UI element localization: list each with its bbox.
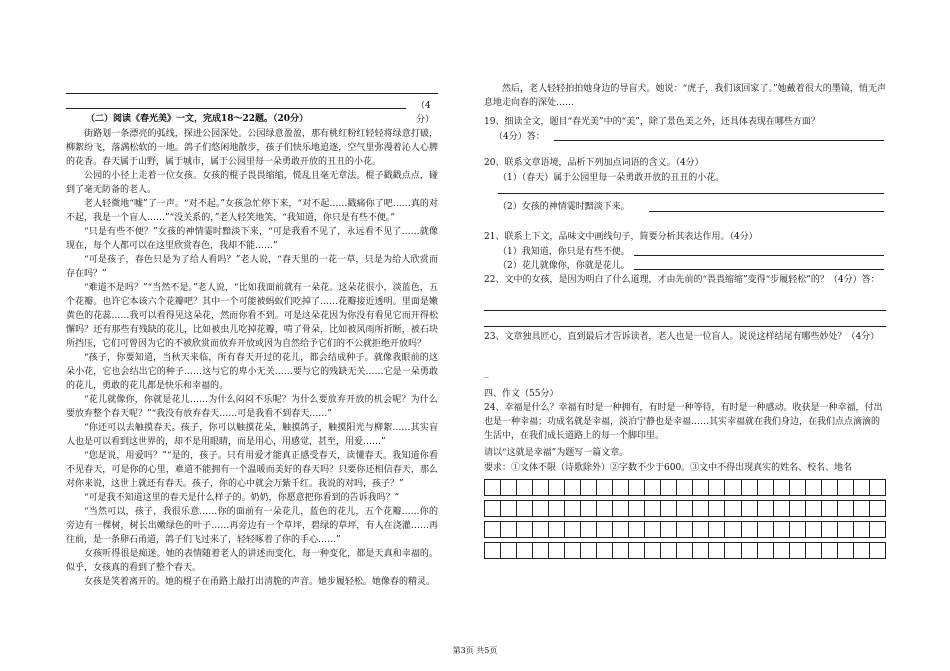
answer-line[interactable] — [634, 255, 884, 256]
question-20-item-2: （2）女孩的神情霎时黯淡下来。 — [498, 202, 630, 212]
paragraph: “只是有些不便？”女孩的神情霎时黯淡下来，“可是我看不见了，永远看不见了……就像现在，每个人都可以在这里欣赏春色，我却不能……” — [66, 227, 438, 251]
page-footer: 第3页 共5页 — [452, 646, 498, 655]
blank-mark: _ — [484, 368, 489, 378]
paragraph: “花儿就像你，你就是花儿……为什么闷闷不乐呢？为什么要放弃开放的机会呢？为什么要放弃整个春天呢？”“我没有放弃春天……可是我看不到春天……” — [66, 395, 438, 419]
grid-row — [485, 501, 886, 517]
grid-row — [485, 522, 886, 538]
paragraph: “当然可以，孩子，我很乐意……你的面前有一朵花儿，蓝色的花儿，五个花瓣……你的旁边有一棵树，树长出嫩绿色的叶子……再旁边有一个草坪，碧绿的草坪，有人在浇灌……再往前，是一条卵石甬道，鸽子们飞过来了，轻轻啄着了你的手心……” — [66, 507, 438, 545]
paragraph: 老人轻微地“嘘”了一声。“对不起。”女孩急忙停下来，“对不起……戳痛你了吧……真的对不起，我是一个盲人……”“没关系的，”老人轻笑地笑，“我知道，你只是有些不便。” — [66, 199, 438, 223]
paragraph: “难道不是吗？”“当然不是。”老人说，“比如我面前就有一朵花。这朵花很小，淡蓝色，五个花瓣。也许它本该六个花瓣吧？其中一个可能被蚂蚁们吃掉了……花瓣接近透明。里面是嫩黄色的花蕊……我可以看得见这朵花，然而你看不到。可是这朵花因为你没有看见它而开得松懈吗？还有那些有残缺的花儿，比如被虫儿吃掉花瓣，啃了骨朵，比如被风雨所折断，被石块所挡压，它们可曾因为它的不被欣赏而放弃开放或因为自然给予它们的不公就拒绝开放吗？ — [66, 283, 438, 349]
answer-line[interactable] — [484, 310, 886, 311]
question-24: 24、幸福是什么？幸福有时是一种拥有，有时是一种等待，有时是一种感动。收获是一种幸福，付出也是一种幸福；功成名就是幸福，淡泊宁静也是幸福……其实幸福就在我们身边，在我们点点滴滴的生活中，在我们成长道路上的每一个脚印里。 — [484, 403, 883, 441]
question-19: 19、细读全文，题目“春光美”中的“美”，除了景色美之外，还具体表现在哪些方面？ — [484, 117, 820, 127]
question-21: 21、联系上下文，品味文中画线句子，简要分析其表达作用。（4分） — [484, 232, 758, 242]
grid-row — [485, 543, 886, 559]
answer-line[interactable] — [634, 269, 884, 270]
composition-grid[interactable] — [484, 479, 886, 559]
passage — [66, 127, 438, 589]
answer-line[interactable] — [649, 211, 884, 212]
paragraph: 女孩是笑着离开的。她的棍子在甬路上敲打出清脆的声音。她步履轻松。她像春的精灵。 — [84, 577, 436, 587]
answer-line[interactable] — [554, 140, 884, 141]
question-21-item-1: （1）我知道，你只是有些不便。 — [498, 247, 630, 257]
answer-line[interactable] — [498, 193, 884, 194]
paragraph: “可是我不知道这里的春天是什么样子的。奶奶，你愿意把你看到的告诉我吗？” — [84, 493, 400, 503]
paragraph: “你还可以去触摸春天。孩子，你可以触摸花朵，触摸鸽子，触摸阳光与柳絮……其实盲人也是可以看到这世界的，却不是用眼睛，而是用心，用感觉，甚至，用爱……” — [66, 423, 438, 447]
paragraph: 街路划一条漂亮的弧线，探进公园深处。公园绿意盈盈，那有桃红粉红轻轻将绿意打破，柳絮纷飞，落满松软的一地。鸽子们悠闲地散步，孩子们快乐地追逐，空气里弥漫着沁人心脾的花香。春天属于山野，属于城市，属于公园里每一朵勇敢开放的丑丑的小花。 — [66, 129, 438, 167]
question-20-item-1: （1）（春天）属于公园里每一朵勇敢开放的丑丑的小花。 — [498, 173, 725, 183]
paragraph: “可是孩子，春色只是为了给人看吗？”老人说，“春天里的一花一草，只是为给人欣赏而存在吗？” — [66, 255, 438, 279]
paragraph: “您是说，用爱吗？”“是的，孩子。只有用爱才能真正感受春天，读懂春天。我知道你看不见春天，可是你的心里，难道不能拥有一个温暖而美好的春天吗？只要你还相信春天，那么对你来说，这世上就还有春天。孩子，你的心中就会万紫千红。我说的对吗，孩子？” — [66, 451, 438, 489]
paragraph: 公园的小径上走着一位女孩。女孩的棍子畏畏缩缩，慌乱且毫无章法。棍子戳戳点点，碰到了毫无防备的老人。 — [66, 171, 438, 195]
question-20: 20、联系文章语境，品析下列加点词语的含义。（4分） — [484, 158, 704, 168]
answer-line[interactable] — [484, 326, 886, 327]
section-4-title: 四、作文（55分） — [484, 389, 559, 399]
answer-line — [66, 108, 406, 109]
grid-row — [485, 480, 886, 496]
question-19-answer-label: （4分）答： — [494, 132, 545, 142]
question-24-title: 请以“这就是幸福”为题写一篇文章。 — [484, 448, 629, 458]
question-22: 22、文中的女孩，是因为明白了什么道理，才由先前的“畏畏缩缩”变得“步履轻松”的？（4分）答： — [484, 275, 880, 285]
question-21-item-2: （2）花儿就像你，你就是花儿。 — [498, 261, 630, 271]
answer-line — [66, 93, 438, 94]
paragraph: “孩子，你要知道，当秋天来临，所有春天开过的花儿，都会结成种子。就像我眼前的这朵小花，它也会结出它的种子……这与它的卑小无关……要与它的残缺无关……它是一朵勇敢的花儿，勇敢的花儿都是快乐和幸福的。 — [66, 353, 438, 391]
score-tag: （4分） — [416, 101, 435, 125]
question-23: 23、文章独具匠心，直到最后才告诉读者，老人也是一位盲人。说说这样结尾有哪些妙处？（4分） — [484, 332, 880, 342]
paragraph: 女孩听得很是痴迷。她的表情随着老人的讲述而变化，每一种变化，都是天真和幸福的。似乎，女孩真的看到了整个春天。 — [66, 549, 438, 573]
question-24-requirements: 要求：①文体不限（诗歌除外）②字数不少于600。③文中不得出现真实的姓名、校名、地名 — [484, 463, 853, 473]
paragraph: 然后，老人轻轻拍拍她身边的导盲犬。她说：“虎子，我们该回家了。”她戴着很大的墨镜，悄无声息地走向春的深处…… — [484, 84, 886, 108]
section-title: （二）阅读《春光美》一文，完成18～22题。（20分） — [86, 114, 309, 124]
